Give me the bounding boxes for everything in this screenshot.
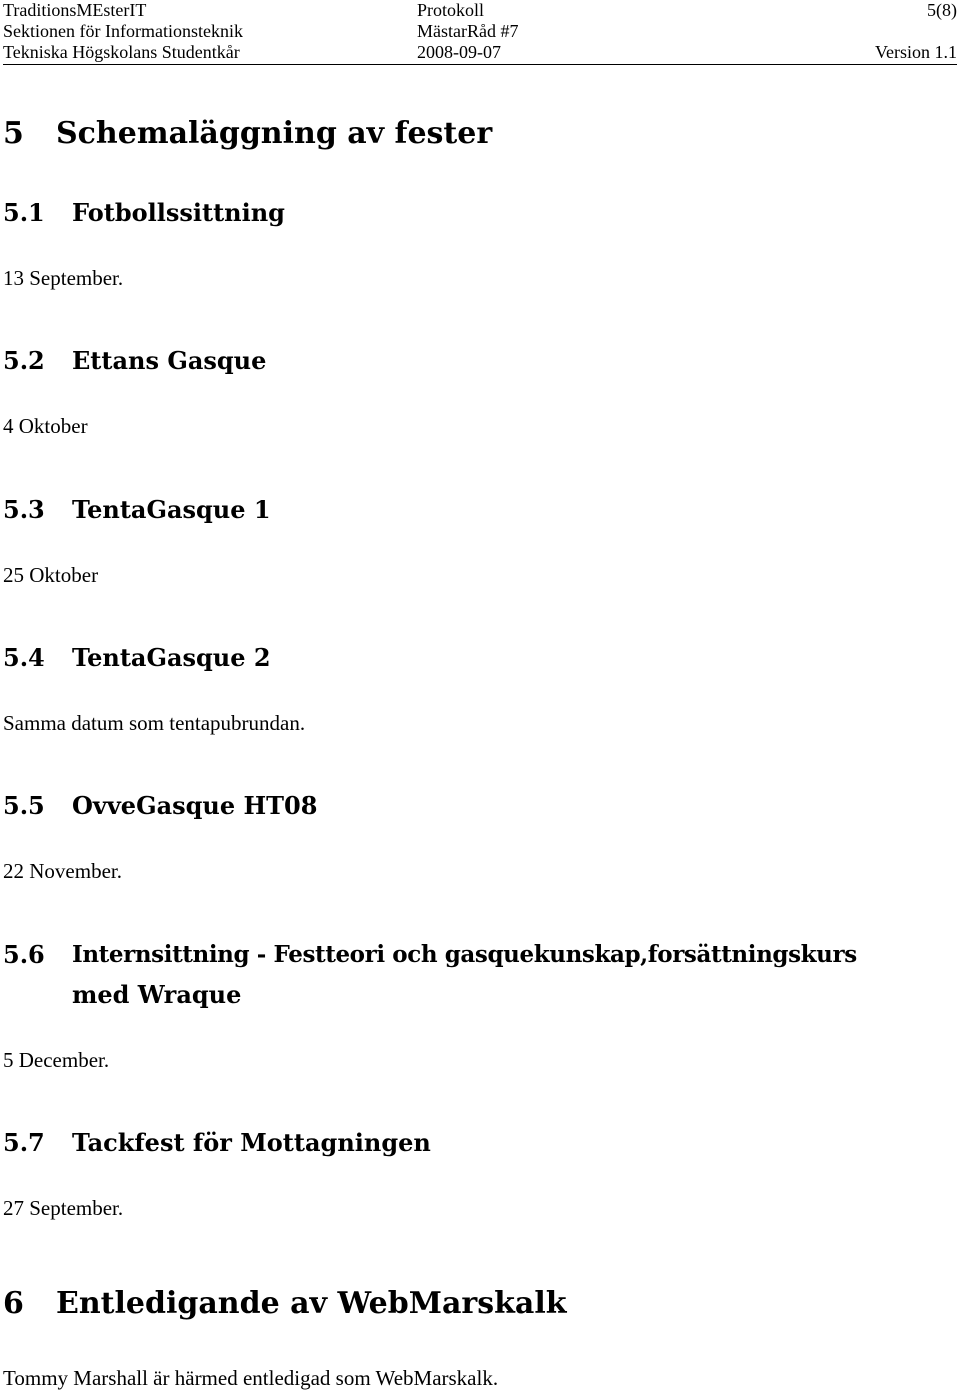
header-page-number: 5(8) (927, 0, 957, 20)
subsection-number: 5.7 (3, 1128, 45, 1157)
subsection-title: TentaGasque 2 (72, 643, 271, 672)
section-title: Entledigande av WebMarskalk (56, 1286, 567, 1321)
subsection-title: Tackfest för Mottagningen (72, 1128, 431, 1157)
subsection-body-5-4: Samma datum som tentapubrundan. (3, 711, 306, 735)
subsection-number: 5.2 (3, 346, 45, 375)
subsection-body-5-2: 4 Oktober (3, 414, 88, 438)
subsection-title: OvveGasque HT08 (72, 791, 318, 820)
header-organization: TraditionsMEsterIT (3, 0, 147, 20)
page-header (3, 0, 957, 66)
section-number: 5 (3, 116, 24, 151)
subsection-title: Ettans Gasque (72, 346, 267, 375)
subsection-number: 5.5 (3, 791, 45, 820)
subsection-title: TentaGasque 1 (72, 495, 271, 524)
subsection-body-5-3: 25 Oktober (3, 563, 99, 587)
subsection-number: 5.1 (3, 198, 45, 227)
header-row-3 (3, 42, 957, 63)
subsection-title: Fotbollssittning (72, 198, 285, 227)
section-body-6: Tommy Marshall är härmed entledigad som WebMarskalk. (3, 1366, 499, 1390)
subsection-number: 5.3 (3, 495, 45, 524)
header-row-1 (3, 0, 957, 21)
header-union: Tekniska Högskolans Studentkår (3, 42, 240, 62)
subsection-body-5-1: 13 September. (3, 266, 124, 290)
subsection-number: 5.4 (3, 643, 45, 672)
subsection-title-line-1: Internsittning - Festteori och gasquekunskap,forsättningskurs (72, 941, 857, 968)
section-title: Schemaläggning av fester (56, 116, 493, 151)
header-date: 2008-09-07 (417, 42, 501, 62)
header-section-name: Sektionen för Informationsteknik (3, 21, 243, 41)
subsection-body-5-7: 27 September. (3, 1196, 124, 1220)
subsection-title (72, 940, 857, 1010)
subsection-body-5-5: 22 November. (3, 859, 122, 883)
subsection-number: 5.6 (3, 940, 45, 969)
section-number: 6 (3, 1286, 24, 1321)
header-meeting: MästarRåd #7 (417, 21, 519, 41)
subsection-body-5-6: 5 December. (3, 1048, 110, 1072)
header-row-2 (3, 21, 957, 42)
header-document-type: Protokoll (417, 0, 485, 20)
header-version: Version 1.1 (875, 42, 957, 62)
header-divider (3, 64, 957, 65)
subsection-title-line-2: med Wraque (72, 980, 242, 1009)
